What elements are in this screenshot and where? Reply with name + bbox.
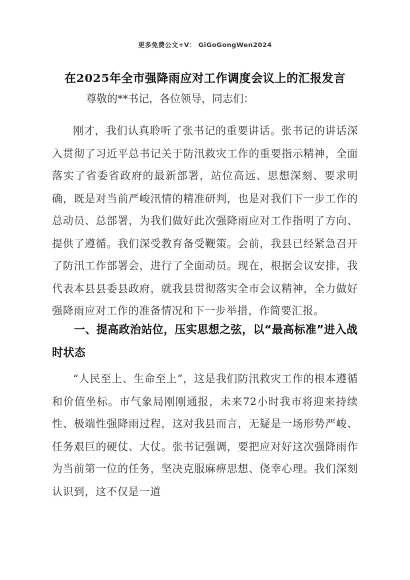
watermark-text: 更多免费公文+V： GiGoGongWen2024 xyxy=(138,41,272,49)
intro-paragraph: 刚才，我们认真聆听了张书记的重要讲话。张书记的讲话深入贯彻了习近平总书记关于防汛救灾工作的重要指示精神，全面落实了省委省政府的最新部署，站位高远、思想深刻、要求明确，既是对当前严峻汛情的精准研判，也是对我们下一步工作的总动员、总部署，为我们做好此次强降雨应对工作指明了方向、提供了遵循。我们深受教育备受鞭策。会前，我县已经紧急召开了防汛工作部署会，进行了全面动员。现在，根据会议安排，我代表本县县委县政府，就我县贯彻落实全市会议精神，全力做好强降雨应对工作的准备情况和下一步举措，作简要汇报。 xyxy=(52,125,358,317)
document-title: 在2025年全市强降雨应对工作调度会议上的汇报发言 xyxy=(64,71,346,85)
salutation: 尊敬的**书记，各位领导，同志们： xyxy=(86,93,254,105)
section-heading-1: 一、提高政治站位，压实思想之弦，以“最高标准”进入战时状态 xyxy=(52,323,358,359)
section-1-paragraph: “人民至上、生命至上”，这是我们防汛救灾工作的根本遵循和价值坐标。市气象局刚刚通报，未来72小时我市将迎来持续性、极端性强降雨过程，这对我县而言，无疑是一场形势严峻、任务艰巨的硬仗、大仗。张书记强调，要把应对好这次强降雨作为当前第一位的任务，坚决克服麻痹思想、侥幸心理。我们深刻认识到，这不仅是一道 xyxy=(52,373,358,498)
